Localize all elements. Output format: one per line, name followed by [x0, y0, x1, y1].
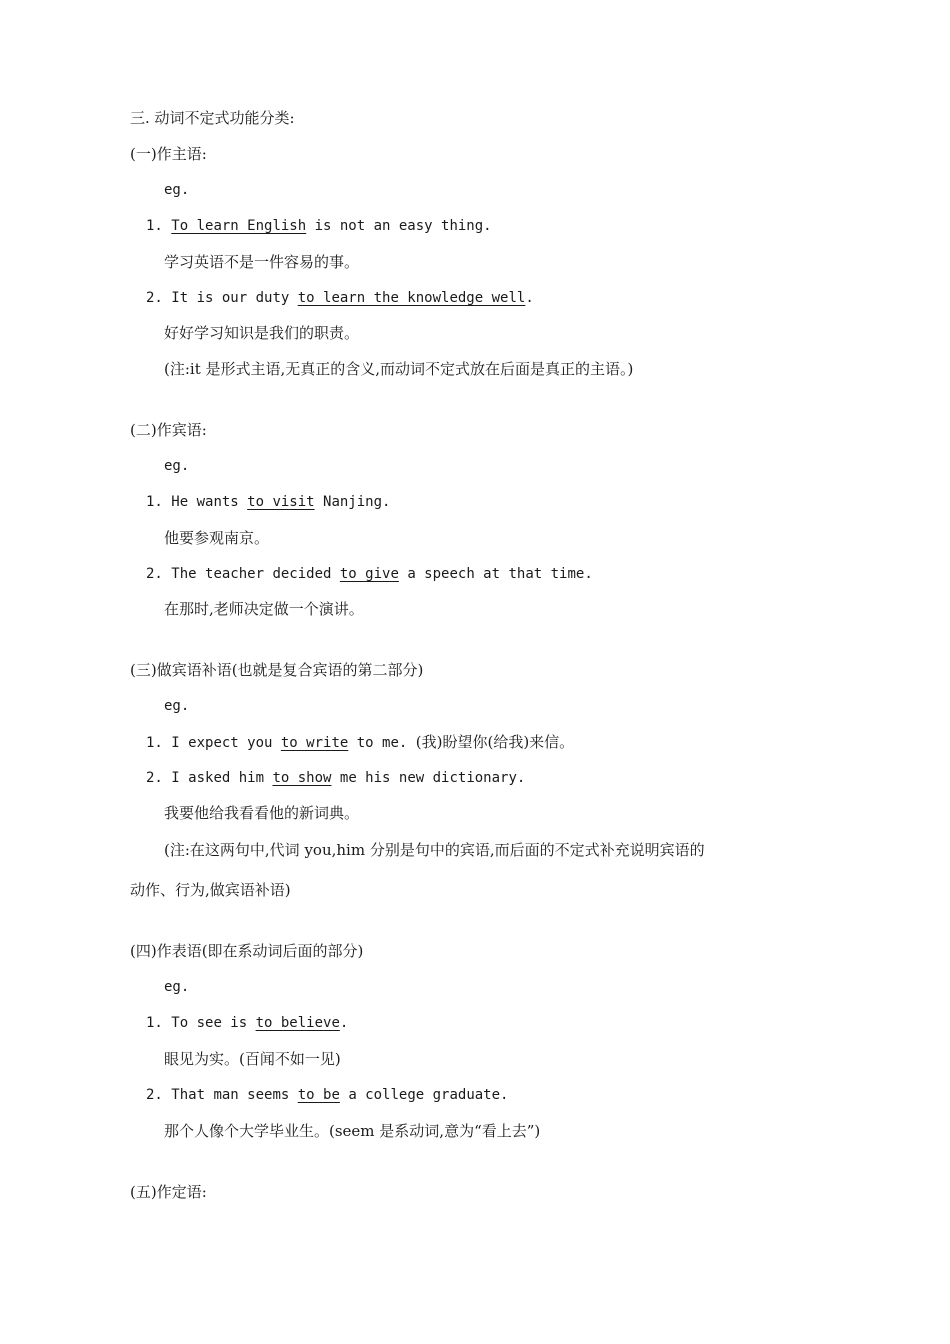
section-title: (一)作主语:: [130, 145, 207, 163]
infinitive-phrase: to show: [272, 770, 332, 786]
note: (注:it 是形式主语,无真正的含义,而动词不定式放在后面是真正的主语。): [164, 360, 634, 378]
section-title: (二)作宾语:: [130, 421, 207, 439]
note-line-1: (注:在这两句中,代词 you,him 分别是句中的宾语,而后面的不定式补充说明宾语的: [164, 841, 705, 859]
infinitive-phrase: to be: [297, 1087, 340, 1103]
translation: 好好学习知识是我们的职责。: [164, 324, 360, 342]
translation: 那个人像个大学毕业生。(seem 是系动词,意为“看上去”): [164, 1122, 541, 1140]
section-heading: 三. 动词不定式功能分类:: [130, 109, 295, 127]
section-title: (三)做宾语补语(也就是复合宾语的第二部分): [130, 661, 424, 679]
example-sentence: 2. It is our duty to learn the knowledge well.: [146, 290, 534, 306]
infinitive-phrase: to give: [339, 566, 399, 582]
example-sentence: 2. That man seems to be a college graduate.: [146, 1087, 509, 1103]
translation: 我要他给我看看他的新词典。: [164, 804, 360, 822]
infinitive-phrase: to believe: [255, 1015, 340, 1031]
note-line-2: 动作、行为,做宾语补语): [130, 881, 291, 899]
example-sentence: 2. I asked him to show me his new dictionary.: [146, 770, 526, 786]
example-sentence: 1. I expect you to write to me. (我)盼望你(给我)来信。: [146, 733, 575, 751]
translation: (我)盼望你(给我)来信。: [415, 733, 575, 751]
example-sentence: 2. The teacher decided to give a speech at that time.: [146, 566, 593, 582]
infinitive-phrase: To learn English: [171, 218, 307, 234]
example-sentence: 1. He wants to visit Nanjing.: [146, 494, 391, 510]
eg-label: eg.: [164, 979, 190, 995]
translation: 眼见为实。(百闻不如一见): [164, 1050, 341, 1068]
infinitive-phrase: to write: [280, 735, 349, 751]
eg-label: eg.: [164, 698, 190, 714]
translation: 在那时,老师决定做一个演讲。: [164, 600, 364, 618]
eg-label: eg.: [164, 458, 190, 474]
infinitive-phrase: to visit: [247, 494, 315, 510]
translation: 学习英语不是一件容易的事。: [164, 253, 360, 271]
section-title: (五)作定语:: [130, 1183, 207, 1201]
section-title: (四)作表语(即在系动词后面的部分): [130, 942, 364, 960]
infinitive-phrase: to learn the knowledge well: [297, 290, 526, 306]
example-sentence: 1. To see is to believe.: [146, 1015, 349, 1031]
example-sentence: 1. To learn English is not an easy thing.: [146, 218, 492, 234]
translation: 他要参观南京。: [164, 529, 270, 547]
eg-label: eg.: [164, 182, 190, 198]
